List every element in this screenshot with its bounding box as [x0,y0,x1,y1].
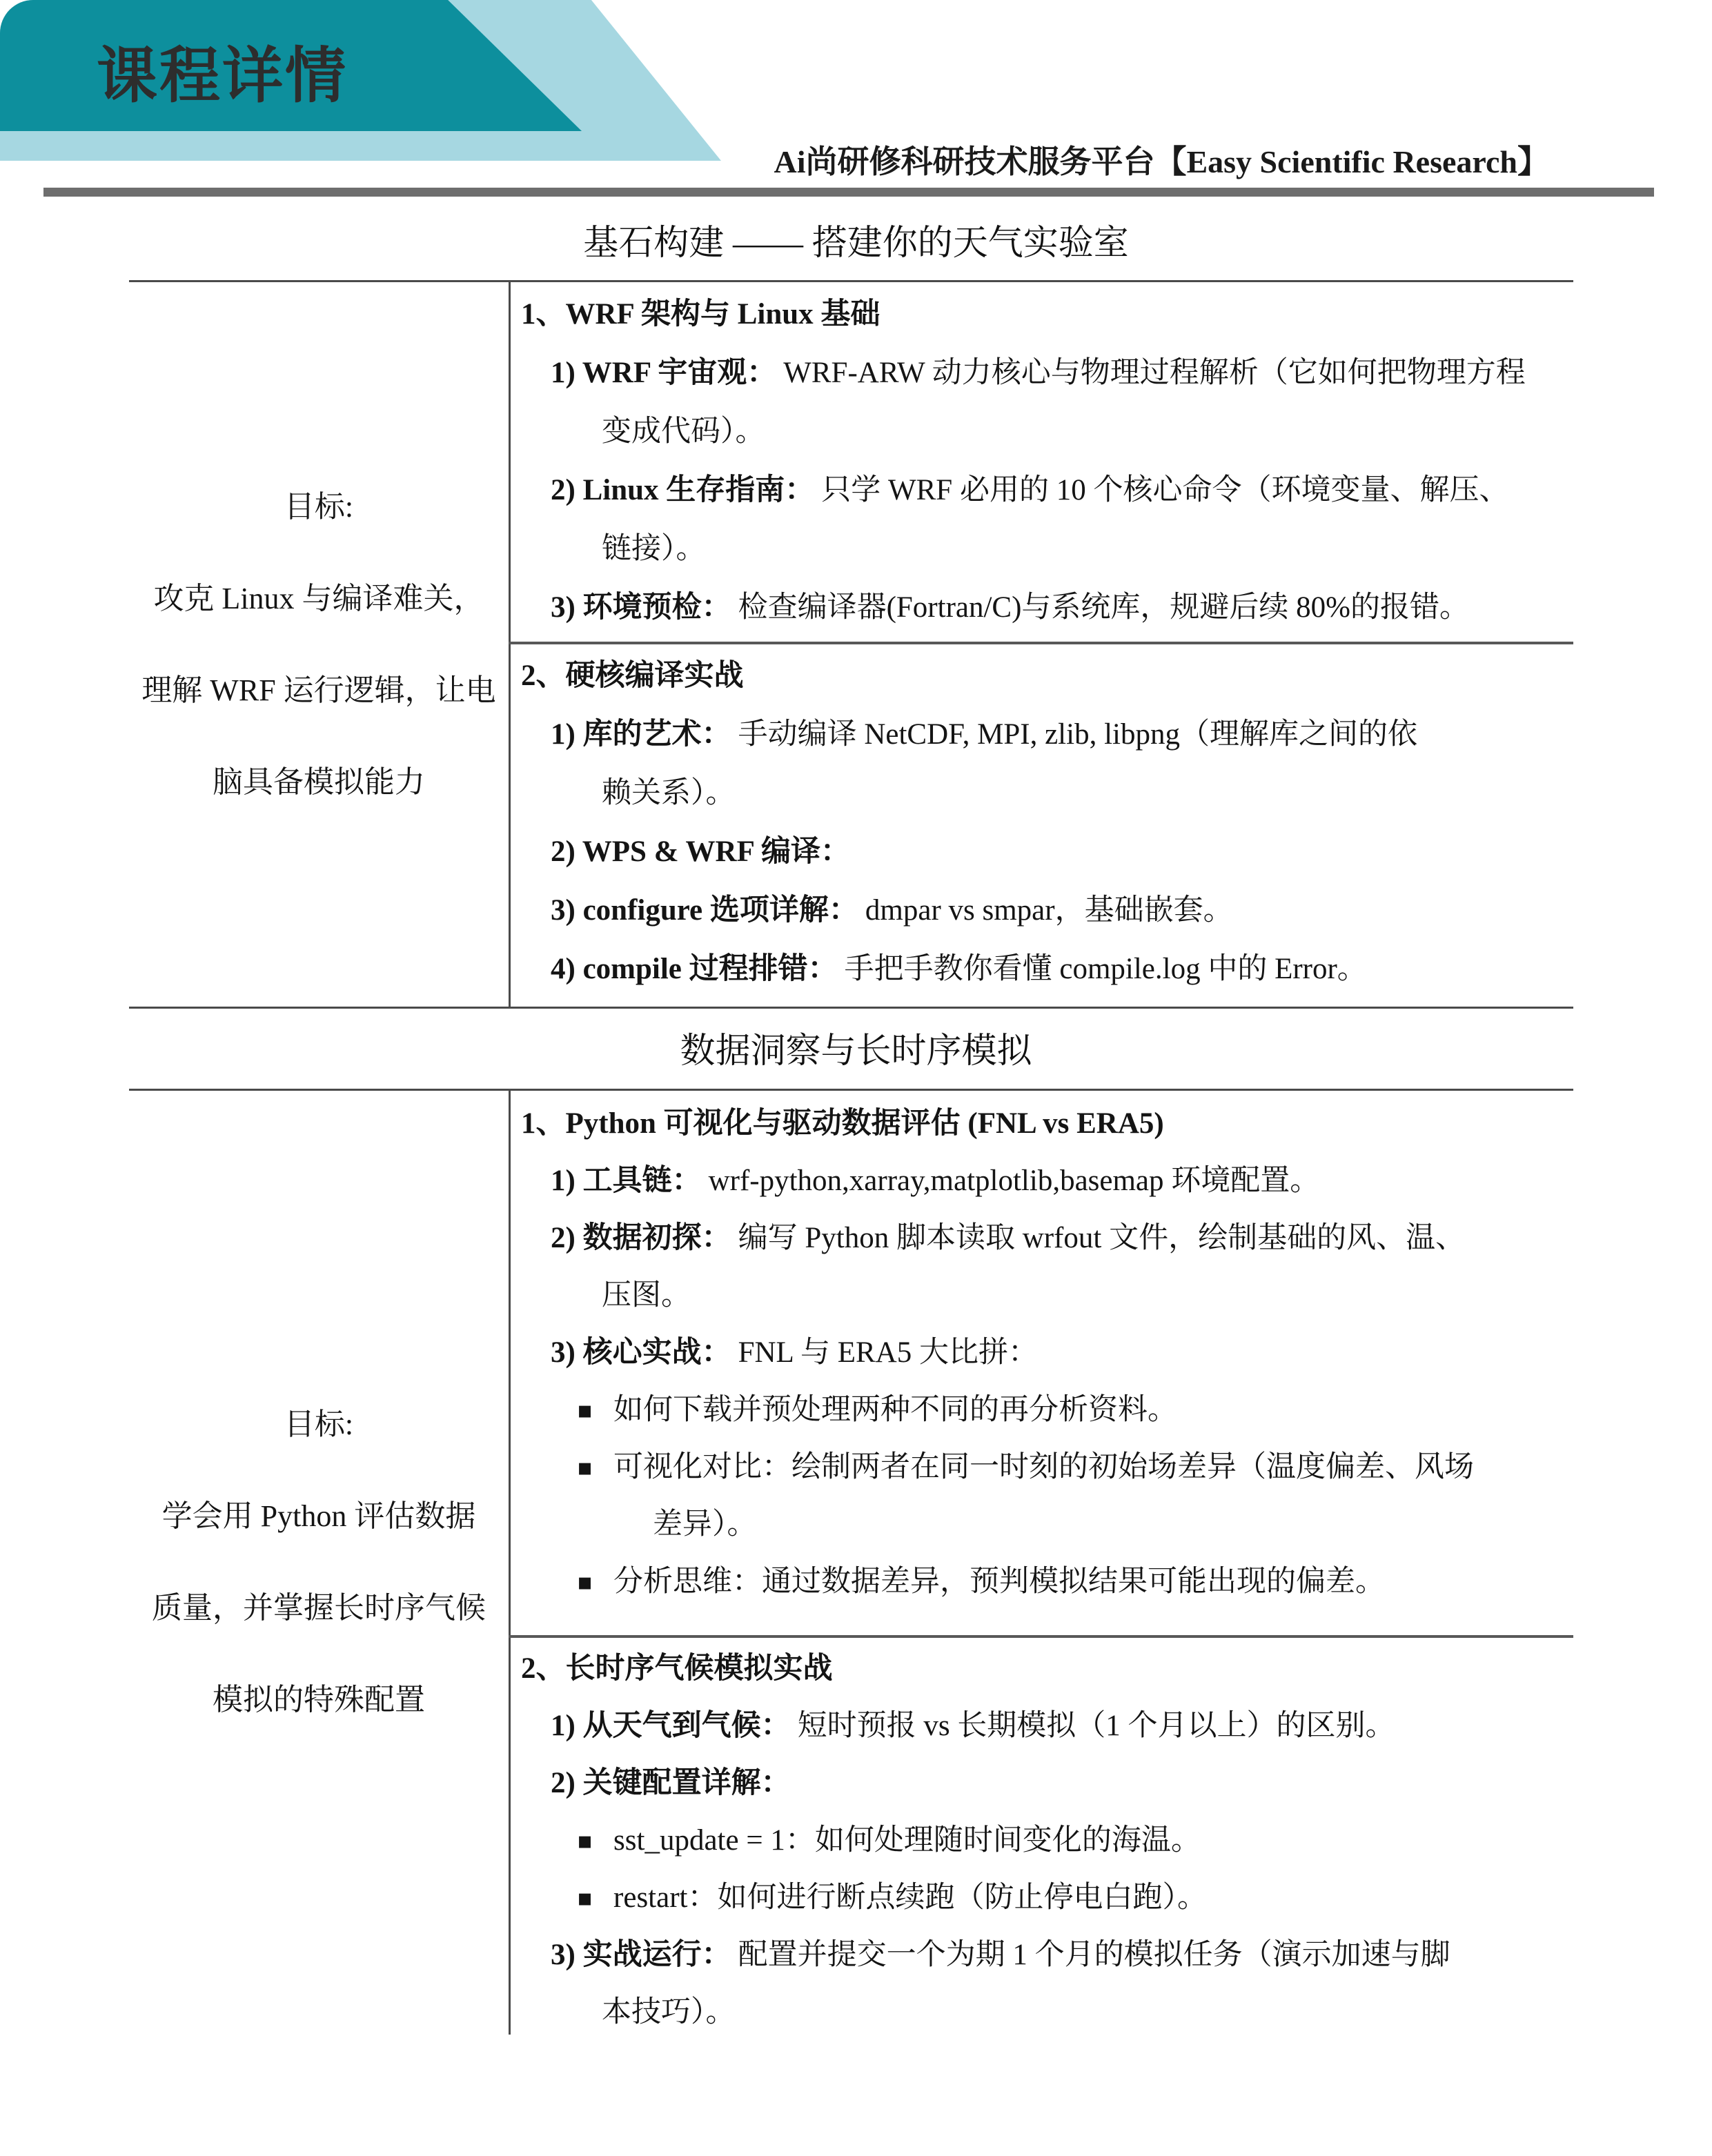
bullet-square-icon: ▪ [577,1568,593,1596]
platform-name: Ai尚研修科研技术服务平台【Easy Scientific Research】 [774,144,1549,179]
line-label: 3) configure 选项详解： [551,894,858,927]
content-line [511,705,1573,764]
content-row [511,285,1573,637]
goal-line: 脑具备模拟能力 [213,765,425,799]
content-line [511,646,1573,705]
goal-line: 质量，并掌握长时序气候 [152,1590,486,1625]
line-text: FNL 与 ERA5 大比拼： [738,1336,1038,1369]
line-text: 手动编译 NetCDF, MPI, zlib, libpng（理解库之间的依 [738,718,1417,751]
table-row-divider [509,642,1573,644]
line-text: 编写 Python 脚本读取 wrfout 文件，绘制基础的风、温、 [738,1222,1466,1254]
bullet-square-icon: ▪ [577,1884,593,1912]
bullet-square-icon: ▪ [577,1827,593,1855]
content-row [511,1640,1573,2041]
course-table-1 [129,280,1573,1009]
content-row [511,1095,1573,1610]
goal-line: 目标: [284,490,354,524]
content-line [511,764,1573,822]
page-title: 课程详情 [97,41,348,110]
line-label: 4) compile 过程排错： [551,953,838,985]
line-text: 分析思维：通过数据差异，预判模拟结果可能出现的偏差。 [613,1565,1386,1598]
line-text: 只学 WRF 必用的 10 个核心命令（环境变量、解压、 [821,474,1509,506]
content-line [511,1324,1573,1381]
content-line [511,1926,1573,1984]
line-text: 赖关系）。 [602,777,736,809]
content-line [511,402,1573,461]
line-text: 短时预报 vs 长期模拟（1 个月以上）的区别。 [797,1710,1395,1742]
line-text: 本技巧）。 [602,1996,736,2028]
content-line [511,1496,1573,1553]
line-text: WRF-ARW 动力核心与物理过程解析（它如何把物理方程 [783,357,1526,389]
line-text: 如何下载并预处理两种不同的再分析资料。 [613,1394,1178,1426]
line-label: 2) 关键配置详解： [551,1767,791,1799]
line-label: 1、Python 可视化与驱动数据评估 (FNL vs ERA5) [521,1107,1164,1140]
content-line [511,520,1573,578]
line-text: 手把手教你看懂 compile.log 中的 Error。 [844,953,1367,985]
line-label: 1) 库的艺术： [551,718,731,751]
line-text: 检查编译器(Fortran/C)与系统库，规避后续 80%的报错。 [738,591,1469,624]
content-line [511,1754,1573,1812]
line-text: 差异）。 [653,1508,757,1541]
line-text: sst_update = 1：如何处理随时间变化的海温。 [613,1824,1201,1857]
content-line [511,1640,1573,1697]
line-label: 2) WPS & WRF 编译： [551,835,850,868]
goal-line: 理解 WRF 运行逻辑，让电 [141,673,496,707]
line-label: 1) 工具链： [551,1165,702,1197]
goal-line: 模拟的特殊配置 [213,1682,425,1717]
section-title-2: 数据洞察与长时序模拟 [680,1032,1032,1071]
content-line [511,1697,1573,1754]
content-line [511,1381,1573,1438]
line-label: 3) 核心实战： [551,1336,731,1369]
line-label: 1) 从天气到气候： [551,1710,791,1742]
header-divider-rule [43,188,1654,197]
line-text: 变成代码）。 [602,415,765,448]
content-line [511,461,1573,520]
content-line [511,1267,1573,1324]
content-line [511,578,1573,637]
content-line [511,1438,1573,1496]
line-label: 2) 数据初探： [551,1222,731,1254]
line-label: 1) WRF 宇宙观： [551,357,777,389]
content-line [511,1152,1573,1209]
line-label: 1、WRF 架构与 Linux 基础 [521,298,880,330]
course-table-2 [129,1089,1573,2035]
line-label: 3) 实战运行： [551,1939,731,1971]
goal-line: 目标: [284,1407,354,1441]
line-text: 配置并提交一个为期 1 个月的模拟任务（演示加速与脚 [738,1939,1450,1971]
content-line [511,285,1573,344]
content-line [511,1869,1573,1926]
section-title-1: 基石构建 —— 搭建你的天气实验室 [583,224,1129,263]
line-text: wrf-python,xarray,matplotlib,basemap 环境配置。 [708,1165,1320,1197]
line-text: 压图。 [602,1279,691,1312]
content-line [511,1095,1573,1152]
content-line [511,1553,1573,1610]
table-row-divider [509,1635,1573,1638]
content-line [511,822,1573,881]
line-label: 2) Linux 生存指南： [551,474,815,506]
line-text: 链接）。 [602,533,706,565]
line-text: 可视化对比：绘制两者在同一时刻的初始场差异（温度偏差、风场 [613,1451,1475,1483]
content-line [511,344,1573,402]
bullet-square-icon: ▪ [577,1396,593,1424]
line-label: 2、长时序气候模拟实战 [521,1652,833,1685]
goal-cell [129,280,509,1009]
goal-line: 学会用 Python 评估数据 [161,1499,476,1533]
content-line [511,881,1573,940]
goal-cell [129,1089,509,2035]
goal-line: 攻克 Linux 与编译难关， [153,582,484,615]
bullet-square-icon: ▪ [577,1454,593,1481]
content-line [511,1209,1573,1267]
line-text: dmpar vs smpar，基础嵌套。 [865,894,1233,927]
line-text: restart：如何进行断点续跑（防止停电白跑）。 [613,1881,1207,1914]
content-line [511,940,1573,998]
content-row [511,646,1573,998]
content-line [511,1984,1573,2041]
line-label: 3) 环境预检： [551,591,731,624]
content-line [511,1812,1573,1869]
line-label: 2、硬核编译实战 [521,660,744,692]
